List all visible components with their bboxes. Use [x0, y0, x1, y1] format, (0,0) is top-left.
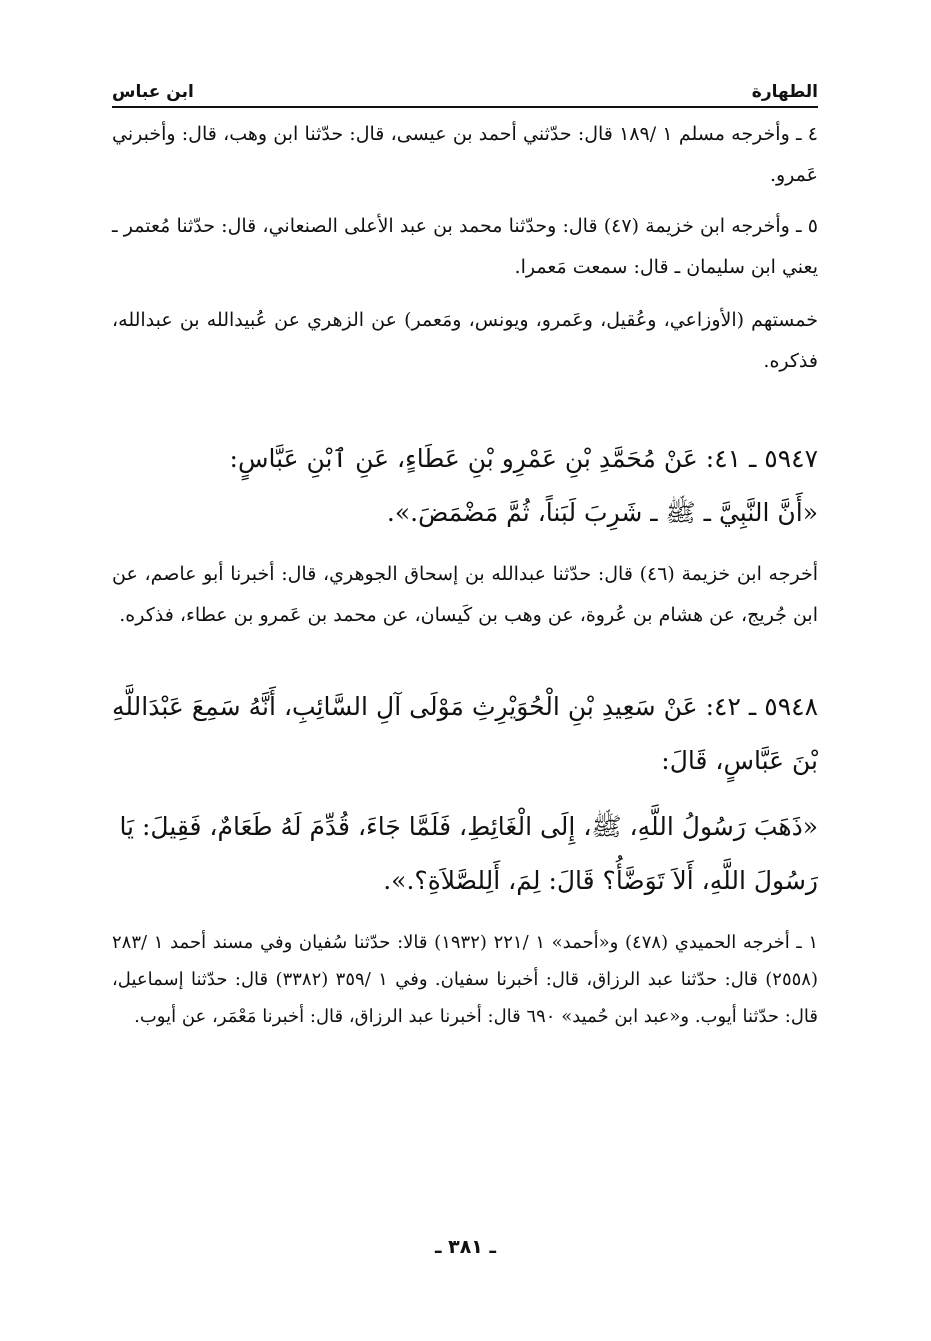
hadith-5947-matn: «أَنَّ النَّبِيَّ ـ ﷺ ـ شَرِبَ لَبَناً، ثُمَّ مَضْمَضَ.». — [386, 498, 818, 527]
hadith-5948-isnad: ٥٩٤٨ ـ ٤٢: عَنْ سَعِيدِ بْنِ الْحُوَيْرِثِ مَوْلَى آلِ السَّائِبِ، أَنَّهُ سَمِعَ عَبْدَاللَّهِ بْنَ عَبَّاسٍ، قَالَ: — [112, 692, 818, 775]
hadith-5948-matn: «ذَهَبَ رَسُولُ اللَّهِ، ﷺ، إِلَى الْغَائِطِ، فَلَمَّا جَاءَ، قُدِّمَ لَهُ طَعَامٌ، فَقِيلَ: يَا رَسُولَ اللَّهِ، أَلاَ تَوَضَّأُ؟ قَالَ: لِمَ، أَلِلصَّلاَةِ؟.». — [119, 812, 818, 895]
paragraph-summary: خمستهم (الأوزاعي، وعُقيل، وعَمرو، ويونس، ومَعمر) عن الزهري عن عُبيدالله بن عبدالله، فذكره. — [112, 309, 818, 372]
running-header — [112, 80, 818, 108]
paragraph-takhrij-5: ٥ ـ وأخرجه ابن خزيمة (٤٧) قال: وحدّثنا محمد بن عبد الأعلى الصنعاني، قال: حدّثنا مُعتمر ـ يعني ابن سليمان ـ قال: سمعت مَعمرا. — [112, 215, 819, 278]
paragraph-takhrij-4: ٤ ـ وأخرجه مسلم ١ /١٨٩ قال: حدّثني أحمد بن عيسى، قال: حدّثنا ابن وهب، قال: وأخبرني عَمرو. — [112, 123, 818, 186]
page-body — [112, 80, 818, 1053]
hadith-5948-note: ١ ـ أخرجه الحميدي (٤٧٨) و«أحمد» ١ /٢٢١ (١٩٣٢) قالا: حدّثنا سُفيان وفي مسند أحمد ١ /٢٨٣ (٢٥٥٨) قال: حدّثنا عبد الرزاق، قال: أخبرنا سفيان. وفي ١ /٣٥٩ (٣٣٨٢) قال: حدّثنا إسماعيل، قال: حدّثنا أيوب. و«عبد ابن حُميد» ٦٩٠ قال: أخبرنا عبد الرزاق، قال: أخبرنا مَعْمَر، عن أيوب. — [112, 932, 818, 1027]
header-section-title: الطهارة — [751, 82, 818, 102]
hadith-5947-takhrij: أخرجه ابن خزيمة (٤٦) قال: حدّثنا عبدالله بن إسحاق الجوهري، قال: أخبرنا أبو عاصم، عن ابن جُريج، عن هشام بن عُروة، عن وهب بن كَيسان، عن محمد بن عَمرو بن عطاء، فذكره. — [112, 563, 818, 626]
page-number: ـ ٣٨١ ـ — [434, 1236, 496, 1258]
header-running-title: ابن عباس — [112, 82, 194, 102]
hadith-5947-isnad: ٥٩٤٧ ـ ٤١: عَنْ مُحَمَّدِ بْنِ عَمْرِو بْنِ عَطَاءٍ، عَنِ ٱبْنِ عَبَّاسٍ: — [229, 444, 818, 473]
